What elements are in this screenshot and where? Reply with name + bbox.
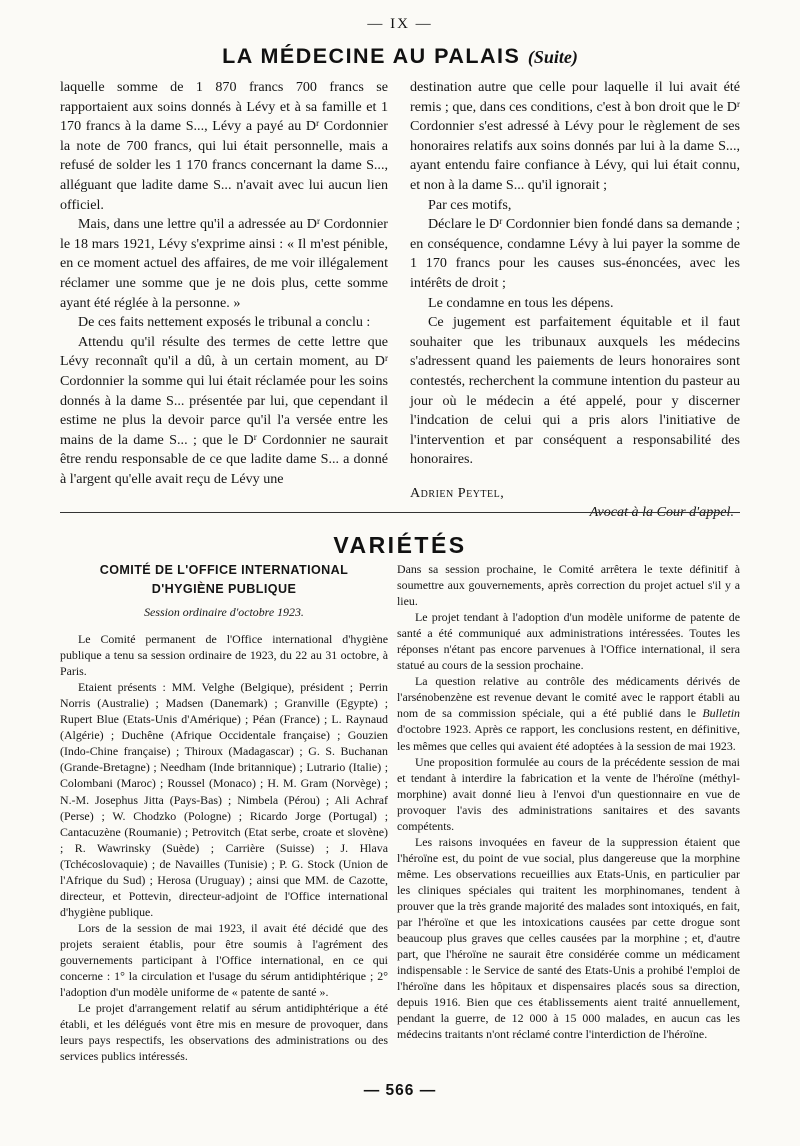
palais-paragraph: Ce jugement est parfaitement équitable et il faut souhaiter que les tribunaux auxquels les médecins s'adressent quand les paiements de leurs honoraires sont contestés, recherchent la commune intention du pasteur au jour où le médecin a été appelé, pour y discerner l'indcation de celui qui a pris alors l'initiative de l'intervention et par conséquent a responsabilité des honoraires. xyxy=(410,314,740,468)
palais-paragraph: destination autre que celle pour laquelle il lui avait été remis ; que, dans ces conditions, c'est à bon droit que le $D^r$ Cordonnier s'est adressé à Lévy pour le règlement de ses honoraires relatifs aux soins donnés par lui à la dame S..., ayant entendu faire confiance à Lévy, qui lui était connu, et non à la dame S... qu'il ignorait ; xyxy=(410,79,740,193)
varietes-paragraph: Le projet tendant à l'adoption d'un modèle uniforme de patente de santé a été communiqué aux administrations intéressées. Toutes les réponses n'étant pas encore parvenues à l'Office international, il sera statué au cours de la session prochaine. xyxy=(397,610,740,673)
palais-paragraph: Attendu qu'il résulte des termes de cette lettre que Lévy reconnaît qu'il a dû, à un certain moment, au $D^r$ Cordonnier la somme qui lui était réclamée pour les soins donnés à la dame S... présentée par lui, que cependant il estime ne plus la devoir parce qu'il l'a versée entre les mains de la dame S... ; que le $D^r$ Cordonnier ne saurait être rendu responsable de ce que ladite dame S... a donné à l'argent qu'elle avait reçu de Lévy une xyxy=(60,333,388,487)
palais-paragraph: Déclare le $D^r$ Cordonnier bien fondé dans sa demande ; en conséquence, condamne Lévy à lui payer la somme de 1 170 francs pour les causes sus-énoncées, avec les intérêts de droit ; xyxy=(410,216,740,291)
varietes-paragraph: Etaient présents : MM. Velghe (Belgique), président ; Perrin Norris (Australie) ; Madsen (Danemark) ; Granville (Egypte) ; Rupert Blue (Etats-Unis d'Amérique) ; Péan (France) ; L. Raynaud (Algérie) ; Duchêne (Afrique Occidentale française) ; Gouzien (Indo-Chine française) ; Thiroux (Madagascar) ; G. S. Buchanan (Grande-Bretagne) ; Needham (Inde britannique) ; Lutrario (Italie) ; Colombani (Maroc) ; Roussel (Monaco) ; H. M. Gram (Norvège) ; N.-M. Josephus Jitta (Pays-Bas) ; Nimbela (Pérou) ; Ali Achraf (Perse) ; W. Chodzko (Pologne) ; Ricardo Jorge (Portugal) ; Cantacuzène (Roumanie) ; Petrovitch (Etat serbe, croate et slovène) ; R. Wawrinsky (Suède) ; Carrière (Suisse) ; J. Hlava (Tchécoslovaquie) ; de Navailles (Tunisie) ; P. G. Stock (Union de l'Afrique du Sud) ; Herosa (Uruguay) ; ainsi que MM. de Cazotte, directeur, et Pottevin, directeur-adjoint de l'Office international d'hygiène publique. xyxy=(60,680,388,919)
section-divider xyxy=(60,512,740,513)
palais-paragraph: Le condamne en tous les dépens. xyxy=(428,294,614,311)
palais-paragraph: Mais, dans une lettre qu'il a adressée au $D^r$ Cordonnier le 18 mars 1921, Lévy s'exprime ainsi : « Il m'est pénible, en ce moment actuel des affaires, de me voir illégalement réclamer une somme que je ne dois plus, cette somme ayant été réglée à la personne. » xyxy=(60,216,388,311)
varietes-paragraph: Dans sa session prochaine, le Comité arrêtera le texte définitif à soumettre aux gouvernements, après correction du projet actuel s'il y a lieu. xyxy=(397,562,740,609)
varietes-paragraph: Une proposition formulée au cours de la précédente session de mai et tendant à interdire la fabrication et la vente de l'héroïne (méthyl-morphine) avait donné lieu à l'envoi d'un questionnaire en vue de provoquer l'avis des administrations sanitaires et des savants compétents. xyxy=(397,754,740,833)
palais-right-column xyxy=(410,78,740,523)
varietes-title: VARIÉTÉS xyxy=(333,532,467,558)
varietes-right-column xyxy=(397,561,740,1042)
session-subtitle: Session ordinaire d'octobre 1923. xyxy=(144,605,304,619)
author-signature: Adrien Peytel, xyxy=(410,484,505,501)
varietes-paragraph: La question relative au contrôle des médicaments dérivés de l'arsénobenzène est revenue devant le comité avec le rapport établi au nom de sa commission spéciale, qui a été publié dans le Bulletin d'octobre 1923. Après ce rapport, les conclusions restent, en définitive, les mêmes que celles qui avaient été adoptées à la session de mai 1923. xyxy=(397,674,740,753)
rubric-title-suffix: (Suite) xyxy=(527,47,578,67)
rubric-title-text: LA MÉDECINE AU PALAIS xyxy=(222,44,521,68)
author-role: Avocat à la Cour d'appel. xyxy=(589,504,734,521)
rubric-title xyxy=(0,44,800,69)
palais-left-column xyxy=(60,78,388,489)
section-heading-line: COMITÉ DE L'OFFICE INTERNATIONAL xyxy=(99,563,349,577)
palais-paragraph: De ces faits nettement exposés le tribunal a conclu : xyxy=(78,314,371,331)
varietes-paragraph: Le projet d'arrangement relatif au sérum antidiphtérique a été établi, et les délégués vont être mis en mesure de provoquer, dans leurs pays respectifs, les observations des administrations ou des services publics intéressés. xyxy=(60,1001,388,1064)
varietes-paragraph: Lors de la session de mai 1923, il avait été décidé que des projets seraient établis, pour être soumis à l'agrément des gouvernements participant à l'Office international, en ce qui concerne : 1° la circulation et l'usage du sérum antidiphtérique ; 2° l'adoption d'un modèle uniforme de « patente de santé ». xyxy=(60,920,388,1000)
varietes-paragraph: Le Comité permanent de l'Office international d'hygiène publique a tenu sa session ordinaire de 1923, du 22 au 31 octobre, à Paris. xyxy=(60,632,388,679)
varietes-left-column xyxy=(60,561,388,1064)
section-heading-line: D'HYGIÈNE PUBLIQUE xyxy=(151,582,297,596)
palais-paragraph: laquelle somme de 1 870 francs 700 francs se rapportaient aux soins donnés à Lévy et à sa famille et 1 170 francs à la dame S..., Lévy a payé au $D^r$ Cordonnier la note de 700 francs, qui lui était personnelle, mais a refusé de solder les 1 170 francs concernant la dame S..., alléguant que ladite dame S... n'avait avec lui aucun lien officiel. xyxy=(60,79,389,213)
palais-paragraph: Par ces motifs, xyxy=(428,196,512,213)
page-number: — 566 — xyxy=(363,1082,437,1099)
varietes-paragraph: Les raisons invoquées en faveur de la suppression étaient que l'héroïne est, du point de vue social, plus dangereuse que la morphine même. Les observations recueillies aux Etats-Unis, en particulier par les cliniques spéciales qui traitent les morphinomanes, tendent à prouver que la très grande majorité des malades sont intoxiqués, en fait, par l'héroïne et que les intoxications causées par cette drogue sont beaucoup plus graves que celles causées par la morphine ; et, d'autre part, que l'héroïne ne saurait être considérée comme un médicament indispensable : le Service de santé des Etats-Unis a prohibé l'emploi de l'héroïne dans les hôpitaux et dispensaires placés sous sa direction, depuis 1916. Bien que ces établissements aient traité annuellement, pendant la guerre, de 12 000 à 15 000 malades, en aucun cas les médecins traitants n'ont réclamé contre l'interdiction de l'héroïne. xyxy=(397,834,740,1042)
roman-folio: — IX — xyxy=(367,16,433,32)
section-heading xyxy=(60,561,388,599)
